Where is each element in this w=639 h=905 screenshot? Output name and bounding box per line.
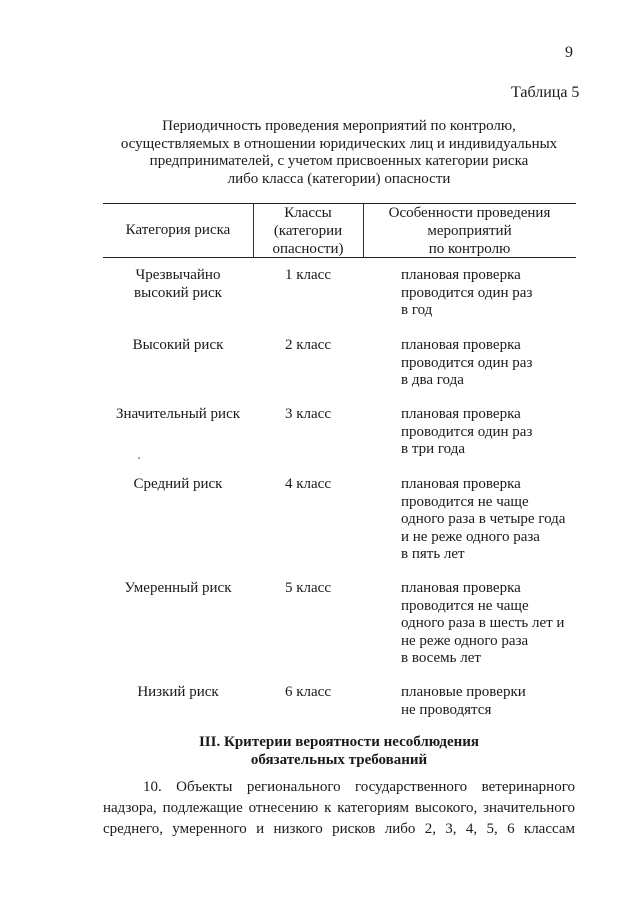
row-features-line: проводится не чаще	[401, 493, 529, 510]
row-features-line: плановая проверка	[401, 267, 521, 283]
section-heading	[100, 733, 578, 769]
row-category	[103, 406, 253, 424]
row-category	[103, 337, 253, 355]
row-features-line: и не реже одного раза	[401, 528, 540, 545]
row-category	[103, 580, 253, 598]
row-features-line: в три года	[401, 441, 465, 457]
row-category	[103, 476, 253, 494]
stray-mark	[138, 457, 140, 459]
row-features-line: в два года	[401, 372, 464, 388]
row-class: 2 класс	[285, 337, 331, 353]
header-features-line: по контролю	[428, 241, 511, 257]
row-class: 6 класс	[285, 684, 331, 700]
header-class-line: Классы	[284, 205, 332, 221]
row-features-line: плановая проверка	[401, 406, 521, 422]
row-features-line: плановые проверки	[401, 684, 526, 700]
paragraph-line: надзора, подлежащие отнесению к категориям высокого, значительного	[103, 800, 575, 816]
row-features-line: плановая проверка	[401, 580, 521, 596]
table-title	[100, 118, 578, 188]
row-features-line: плановая проверка	[401, 337, 521, 353]
row-category	[103, 267, 253, 302]
paragraph-line: 10. Объекты регионального государственного ветеринарного	[143, 779, 575, 795]
row-category-line: Высокий риск	[132, 337, 224, 353]
row-features	[401, 406, 581, 459]
row-class: 1 класс	[285, 267, 331, 283]
row-features	[401, 684, 581, 719]
row-category	[103, 684, 253, 702]
title-line: Периодичность проведения мероприятий по контролю,	[162, 118, 516, 134]
row-class: 3 класс	[285, 406, 331, 422]
row-features-line: проводится не чаще	[401, 597, 529, 614]
row-category-line: Средний риск	[133, 476, 223, 492]
title-line: предпринимателей, с учетом присвоенных категории риска	[149, 153, 529, 169]
row-features	[401, 580, 581, 668]
header-class-line: опасности)	[272, 241, 344, 257]
row-category-line: Умеренный риск	[124, 580, 232, 596]
row-category-line: Чрезвычайно	[135, 267, 221, 283]
row-class: 5 класс	[285, 580, 331, 596]
page-number: 9	[565, 44, 573, 61]
header-category-text: Категория риска	[125, 222, 231, 238]
row-features-line: проводится один раз	[401, 354, 533, 371]
section-heading-line: III. Критерии вероятности несоблюдения	[198, 734, 480, 750]
row-features-line: одного раза в четыре года	[401, 511, 566, 527]
header-category	[103, 221, 253, 239]
row-features-line: в пять лет	[401, 546, 465, 562]
row-features-line: не реже одного раза	[401, 632, 529, 649]
header-class-line: (категории	[273, 223, 343, 239]
row-category-line: Низкий риск	[137, 684, 219, 700]
title-line: либо класса (категории) опасности	[227, 170, 451, 187]
row-category-line: Значительный риск	[115, 406, 241, 422]
section-heading-line: обязательных требований	[250, 752, 428, 768]
row-features	[401, 267, 581, 320]
row-features-line: в год	[401, 302, 433, 318]
row-features-line: не проводятся	[401, 701, 492, 718]
row-features-line: проводится один раз	[401, 284, 533, 301]
header-class	[253, 204, 363, 258]
body-paragraph	[103, 777, 575, 840]
title-line: осуществляемых в отношении юридических лиц и индивидуальных	[120, 135, 558, 152]
row-features	[401, 476, 581, 564]
row-features-line: проводится один раз	[401, 423, 533, 440]
row-features-line: плановая проверка	[401, 476, 521, 492]
row-features	[401, 337, 581, 390]
paragraph-line: среднего, умеренного и низкого рисков либо 2, 3, 4, 5, 6 классам	[103, 821, 575, 837]
header-features	[363, 204, 576, 258]
header-features-line: Особенности проведения	[388, 205, 551, 221]
header-features-line: мероприятий	[427, 223, 512, 239]
row-features-line: одного раза в шесть лет и	[401, 615, 565, 631]
row-class: 4 класс	[285, 476, 331, 492]
table-label: Таблица 5	[511, 84, 580, 101]
row-features-line: в восемь лет	[401, 650, 481, 666]
row-category-line: высокий риск	[134, 284, 222, 301]
